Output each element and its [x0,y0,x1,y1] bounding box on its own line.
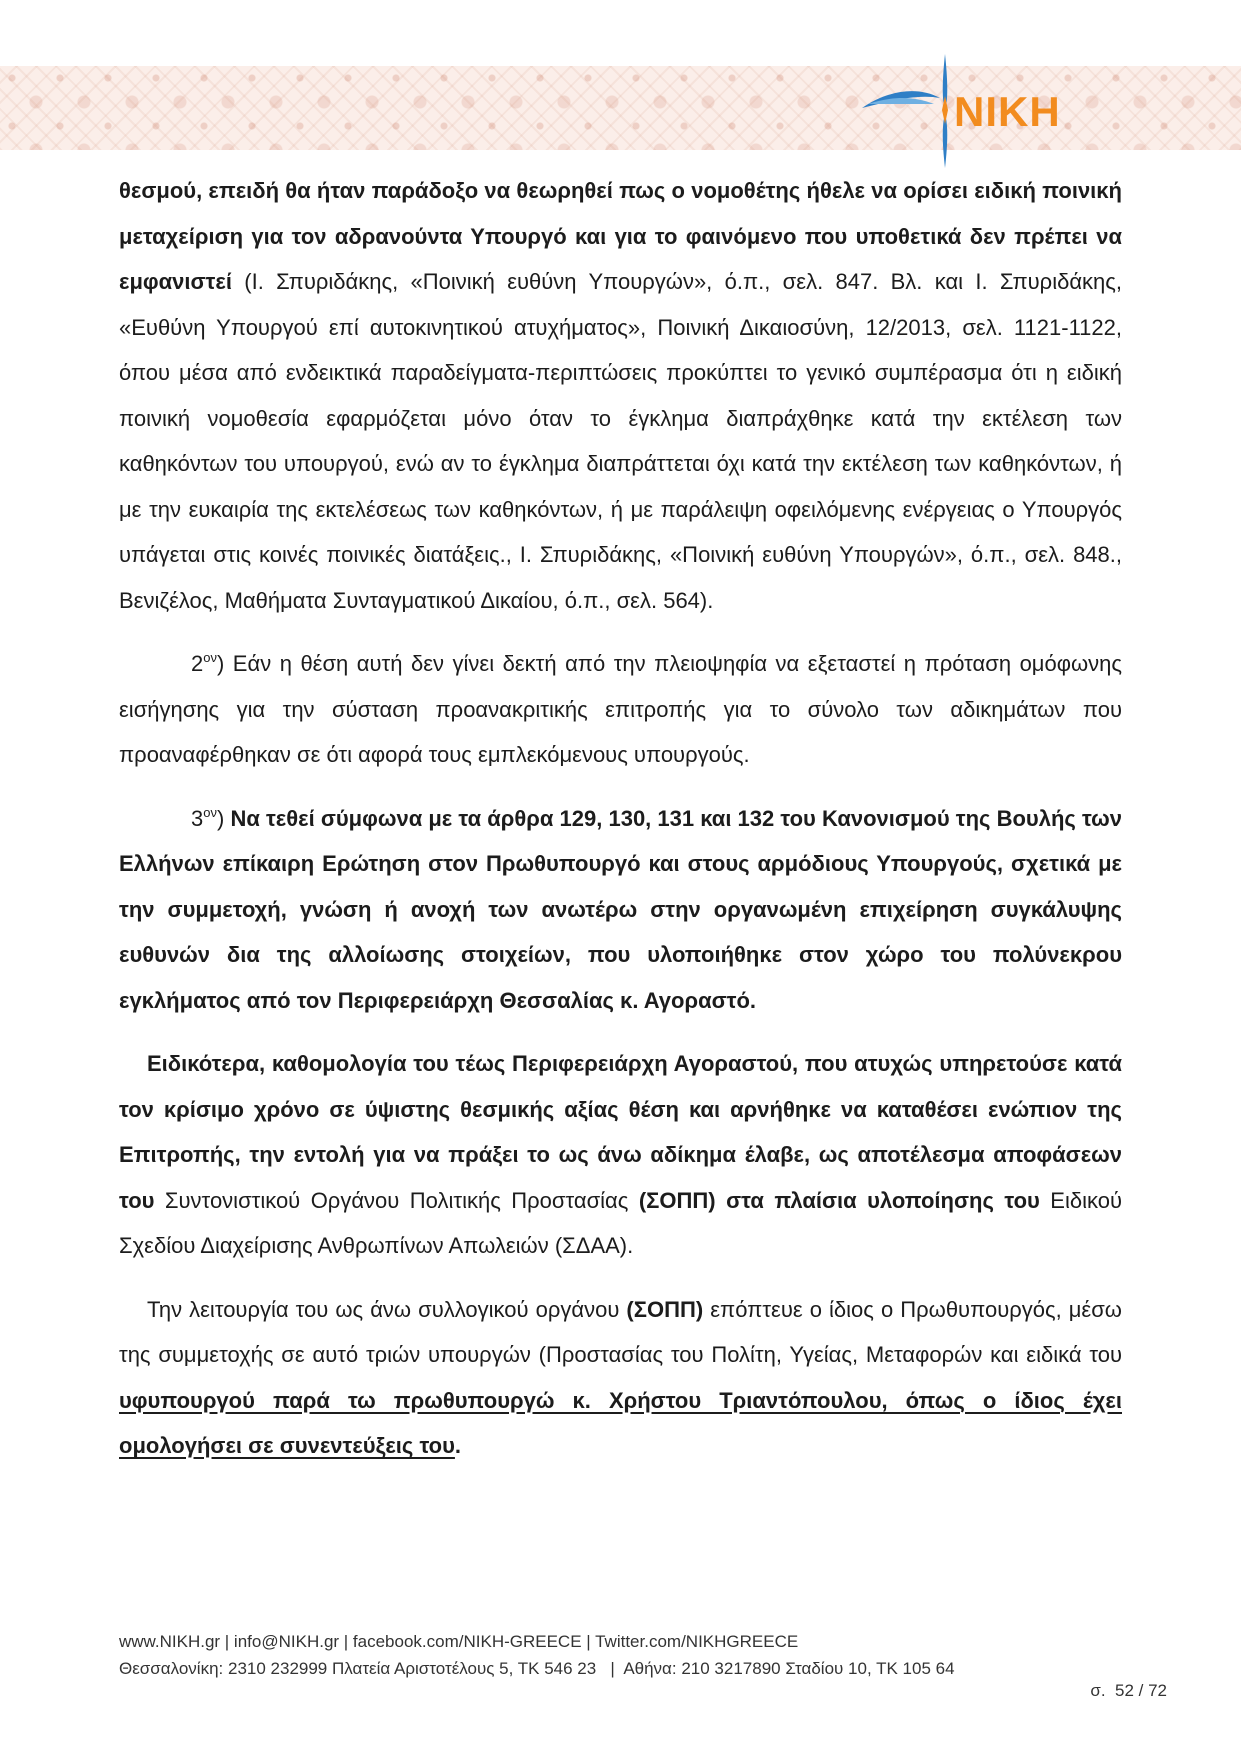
p5-bold-end: . [454,1433,462,1458]
p3-bold-text: Να τεθεί σύμφωνα με τα άρθρα 129, 130, 131 και 132 του Κανονισμού της Βουλής των Ελλήνων επίκαιρη Ερώτηση στον Πρωθυπουργό και στους αρμόδιους Υπουργούς, σχετικά με την συμμετοχή, γνώση ή ανοχή των ανωτέρω στην οργανωμένη επιχείρηση συγκάλυψης ευθυνών δια της αλλοίωσης στοιχείων, που υλοποιήθηκε στον χώρο του πολύνεκρου εγκλήματος από τον Περιφερειάρχη Θεσσαλίας κ. Αγοραστό. [119,805,1122,1013]
paragraph-2 [119,641,1122,778]
p5-bold-text-1: (ΣΟΠΠ) [626,1296,704,1322]
p2-number: 2 [191,651,204,676]
p4-text-2: Ειδικού Σχεδίου Διαχείρισης Ανθρωπίνων Απωλειών (ΣΔΑΑ). [119,1187,1122,1258]
page-footer [119,1628,1122,1682]
paragraph-5 [119,1287,1122,1469]
paragraph-3 [119,796,1122,1024]
p2-ordinal: ον [203,650,217,665]
p1-text: (Ι. Σπυριδάκης, «Ποινική ευθύνη Υπουργών», ό.π., σελ. 847. Βλ. και Ι. Σπυριδάκης, «Ευθύνη Υπουργού επί αυτοκινητικού ατυχήματος», Ποινική Δικαιοσύνη, 12/2013, σελ. 1121-1122, όπου μέσα από ενδεικτικά παραδείγματα-περιπτώσεις προκύπτει το γενικό συμπέρασμα ότι η ειδική ποινική νομοθεσία εφαρμόζεται μόνο όταν το έγκλημα διαπράχθηκε κατά την εκτέλεση των καθηκόντων του υπουργού, ενώ αν το έγκλημα διαπράττεται όχι κατά την εκτέλεση των καθηκόντων, ή με την ευκαιρία της εκτελέσεως των καθηκόντων, ή με παράλειψη οφειλόμενης ενέργειας ο Υπουργός υπάγεται στις κοινές ποινικές διατάξεις., Ι. Σπυριδάκης, «Ποινική ευθύνη Υπουργών», ό.π., σελ. 848., Βενιζέλος, Μαθήματα Συνταγματικού Δικαίου, ό.π., σελ. 564). [119,269,1122,613]
p5-bold-underlined-text: υφυπουργού παρά τω πρωθυπουργώ κ. Χρήστου Τριαντόπουλου, όπως ο ίδιος έχει ομολογήσει σε συνεντεύξεις του [119,1387,1122,1458]
p5-text-1: Την λειτουργία του ως άνω συλλογικού οργάνου [147,1296,627,1322]
footer-links-line: www.NIKH.gr | info@NIKH.gr | facebook.com/NIKH-GREECE | Twitter.com/NIKHGREECE [119,1632,799,1651]
paragraph-4 [119,1041,1122,1269]
nikh-logo [848,52,1088,170]
p1-bold-text: θεσμού, επειδή θα ήταν παράδοξο να θεωρηθεί πως ο νομοθέτης ήθελε να ορίσει ειδική ποινική μεταχείριση για τον αδρανούντα Υπουργό και για το φαινόμενο που υποθετικά δεν πρέπει να εμφανιστεί [119,178,1122,294]
p4-bold-text-2: (ΣΟΠΠ) στα πλαίσια υλοποίησης του [638,1187,1040,1213]
p3-ordinal: ον [203,804,217,820]
p5-text-2: επόπτευε ο ίδιος ο Πρωθυπουργός, μέσω της συμμετοχής σε αυτό τριών υπουργών (Προστασίας του Πολίτη, Υγείας, Μεταφορών και ειδικά του [119,1296,1122,1367]
p4-text-1: Συντονιστικού Οργάνου Πολιτικής Προστασίας [154,1187,639,1213]
page-number: σ. 52 / 72 [1090,1681,1167,1700]
p2-text: ) Εάν η θέση αυτή δεν γίνει δεκτή από την πλειοψηφία να εξεταστεί η πρόταση ομόφωνης εισήγησης για την σύσταση προανακριτικής επιτροπής για το σύνολο των αδικημάτων που προαναφέρθηκαν σε ότι αφορά τους εμπλεκόμενους υπουργούς. [119,651,1122,767]
paragraph-1 [119,168,1122,623]
p3-paren: ) [216,805,231,831]
document-body [119,168,1122,1469]
footer-address-line: Θεσσαλονίκη: 2310 232999 Πλατεία Αριστοτέλους 5, ΤΚ 546 23 | Αθήνα: 210 3217890 Σταδίου 10, ΤΚ 105 64 [119,1659,955,1678]
p3-number: 3 [191,805,204,831]
logo-wordmark: NIKH [954,88,1061,135]
p4-bold-text-1: Ειδικότερα, καθομολογία του τέως Περιφερειάρχη Αγοραστού, που ατυχώς υπηρετούσε κατά τον κρίσιμο χρόνο σε ύψιστης θεσμικής αξίας θέση και αρνήθηκε να καταθέσει ενώπιον της Επιτροπής, την εντολή για να πράξει το ως άνω αδίκημα έλαβε, ως αποτέλεσμα αποφάσεων του [119,1051,1122,1213]
